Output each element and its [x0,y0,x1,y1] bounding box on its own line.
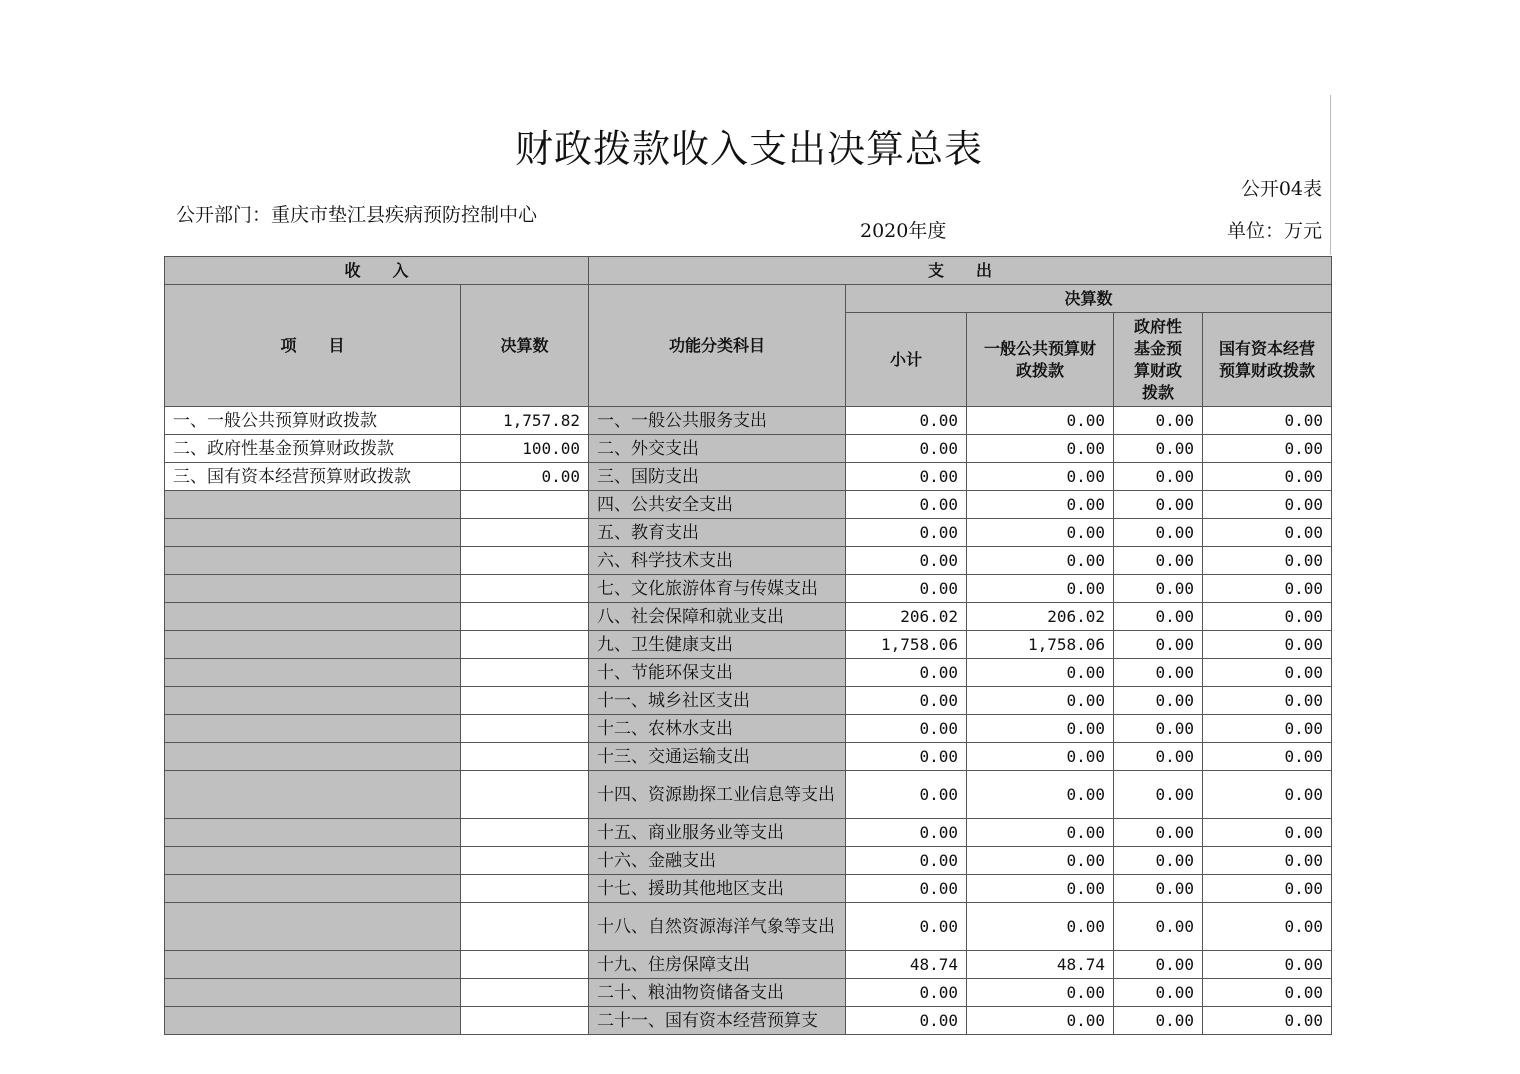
fund-budget-cell: 0.00 [1114,463,1203,491]
general-budget-cell: 0.00 [967,847,1114,875]
general-budget-cell: 0.00 [967,519,1114,547]
expense-item-cell: 二、外交支出 [589,435,846,463]
general-budget-cell: 0.00 [967,979,1114,1007]
table-row [165,951,1332,979]
state-capital-cell: 0.00 [1203,771,1332,819]
income-amount-cell [461,631,589,659]
subtotal-cell: 0.00 [846,819,967,847]
expense-item-cell: 二十、粮油物资储备支出 [589,979,846,1007]
fund-budget-cell: 0.00 [1114,743,1203,771]
income-item-cell [165,743,461,771]
state-capital-cell: 0.00 [1203,1007,1332,1035]
general-budget-cell: 0.00 [967,547,1114,575]
fund-budget-cell: 0.00 [1114,687,1203,715]
fund-budget-cell: 0.00 [1114,771,1203,819]
expense-item-cell: 三、国防支出 [589,463,846,491]
fund-budget-cell: 0.00 [1114,407,1203,435]
income-amount-cell [461,687,589,715]
income-amount-cell [461,603,589,631]
income-amount-cell [461,1007,589,1035]
general-budget-cell: 0.00 [967,575,1114,603]
income-amount-cell: 1,757.82 [461,407,589,435]
expense-item-cell: 八、社会保障和就业支出 [589,603,846,631]
general-budget-cell: 0.00 [967,743,1114,771]
income-amount-cell [461,575,589,603]
table-row [165,407,1332,435]
state-capital-cell: 0.00 [1203,659,1332,687]
function-header: 功能分类科目 [589,285,846,407]
expense-item-cell: 二十一、国有资本经营预算支 [589,1007,846,1035]
fund-budget-cell: 0.00 [1114,435,1203,463]
amount-group-header: 决算数 [846,285,1332,313]
fund-budget-cell: 0.00 [1114,875,1203,903]
state-capital-cell: 0.00 [1203,463,1332,491]
income-item-cell [165,491,461,519]
expense-item-cell: 一、一般公共服务支出 [589,407,846,435]
fund-budget-cell: 0.00 [1114,903,1203,951]
general-budget-cell: 0.00 [967,875,1114,903]
table-row [165,743,1332,771]
income-item-cell: 三、国有资本经营预算财政拨款 [165,463,461,491]
expense-item-cell: 十五、商业服务业等支出 [589,819,846,847]
state-capital-cell: 0.00 [1203,875,1332,903]
table-row [165,715,1332,743]
state-capital-cell: 0.00 [1203,547,1332,575]
table-row [165,631,1332,659]
state-capital-cell: 0.00 [1203,491,1332,519]
subtotal-cell: 0.00 [846,979,967,1007]
income-item-cell [165,519,461,547]
expense-header: 支 出 [589,257,1332,285]
expense-item-cell: 六、科学技术支出 [589,547,846,575]
general-budget-cell: 1,758.06 [967,631,1114,659]
general-budget-cell: 0.00 [967,435,1114,463]
income-item-cell [165,547,461,575]
item-header: 项 目 [165,285,461,407]
table-row [165,687,1332,715]
income-item-cell [165,771,461,819]
table-row [165,875,1332,903]
subtotal-cell: 48.74 [846,951,967,979]
general-budget-cell: 0.00 [967,819,1114,847]
fund-budget-cell: 0.00 [1114,979,1203,1007]
state-capital-cell: 0.00 [1203,715,1332,743]
table-number: 公开04表 [1240,178,1322,200]
expense-item-cell: 九、卫生健康支出 [589,631,846,659]
income-item-cell [165,875,461,903]
income-item-cell [165,603,461,631]
income-amount-cell [461,491,589,519]
income-amount-cell [461,819,589,847]
finance-table [164,256,1332,1035]
general-budget-header: 一般公共预算财政拨款 [967,313,1114,407]
state-capital-cell: 0.00 [1203,603,1332,631]
subtotal-cell: 0.00 [846,715,967,743]
general-budget-cell: 0.00 [967,491,1114,519]
state-capital-cell: 0.00 [1203,903,1332,951]
table-row [165,547,1332,575]
page-title: 财政拨款收入支出决算总表 [514,127,983,171]
general-budget-cell: 0.00 [967,1007,1114,1035]
general-budget-cell: 0.00 [967,463,1114,491]
general-budget-cell: 0.00 [967,659,1114,687]
table-row [165,903,1332,951]
subtotal-cell: 0.00 [846,771,967,819]
expense-item-cell: 十三、交通运输支出 [589,743,846,771]
fund-budget-cell: 0.00 [1114,715,1203,743]
state-capital-cell: 0.00 [1203,847,1332,875]
department-label: 公开部门：重庆市垫江县疾病预防控制中心 [176,204,538,226]
state-capital-cell: 0.00 [1203,575,1332,603]
income-amount-cell [461,519,589,547]
expense-item-cell: 四、公共安全支出 [589,491,846,519]
table-row [165,435,1332,463]
state-capital-cell: 0.00 [1203,687,1332,715]
income-item-cell [165,631,461,659]
subtotal-cell: 206.02 [846,603,967,631]
subtotal-cell: 0.00 [846,491,967,519]
general-budget-cell: 0.00 [967,771,1114,819]
fund-budget-cell: 0.00 [1114,547,1203,575]
expense-item-cell: 七、文化旅游体育与传媒支出 [589,575,846,603]
income-item-cell [165,1007,461,1035]
table-row [165,603,1332,631]
subtotal-cell: 0.00 [846,743,967,771]
income-amount-cell: 0.00 [461,463,589,491]
general-budget-cell: 0.00 [967,687,1114,715]
expense-item-cell: 十、节能环保支出 [589,659,846,687]
table-row [165,771,1332,819]
table-row [165,463,1332,491]
table-row [165,819,1332,847]
fund-budget-cell: 0.00 [1114,847,1203,875]
table-row [165,659,1332,687]
expense-item-cell: 十二、农林水支出 [589,715,846,743]
general-budget-cell: 48.74 [967,951,1114,979]
income-item-cell [165,659,461,687]
table-row [165,979,1332,1007]
table-row [165,847,1332,875]
income-item-cell [165,575,461,603]
income-item-cell [165,847,461,875]
income-item-cell [165,819,461,847]
subtotal-cell: 0.00 [846,463,967,491]
expense-item-cell: 十四、资源勘探工业信息等支出 [589,771,846,819]
amount-header: 决算数 [461,285,589,407]
subtotal-cell: 0.00 [846,575,967,603]
fund-budget-cell: 0.00 [1114,491,1203,519]
income-amount-cell [461,951,589,979]
income-item-cell [165,951,461,979]
unit-label: 单位：万元 [1226,220,1322,242]
income-item-cell [165,903,461,951]
fund-budget-cell: 0.00 [1114,1007,1203,1035]
income-amount-cell: 100.00 [461,435,589,463]
state-capital-cell: 0.00 [1203,435,1332,463]
income-amount-cell [461,659,589,687]
table-row [165,519,1332,547]
table-row [165,575,1332,603]
subtotal-cell: 0.00 [846,1007,967,1035]
general-budget-cell: 0.00 [967,407,1114,435]
income-amount-cell [461,979,589,1007]
expense-item-cell: 十一、城乡社区支出 [589,687,846,715]
subtotal-cell: 0.00 [846,547,967,575]
income-amount-cell [461,875,589,903]
income-header: 收 入 [165,257,589,285]
state-capital-cell: 0.00 [1203,407,1332,435]
expense-item-cell: 十九、住房保障支出 [589,951,846,979]
subtotal-cell: 0.00 [846,519,967,547]
fund-budget-cell: 0.00 [1114,575,1203,603]
subtotal-cell: 0.00 [846,407,967,435]
income-item-cell [165,687,461,715]
income-item-cell: 二、政府性基金预算财政拨款 [165,435,461,463]
subtotal-cell: 0.00 [846,847,967,875]
expense-item-cell: 十七、援助其他地区支出 [589,875,846,903]
subtotal-header: 小计 [846,313,967,407]
income-amount-cell [461,847,589,875]
expense-item-cell: 十八、自然资源海洋气象等支出 [589,903,846,951]
fund-budget-cell: 0.00 [1114,951,1203,979]
income-amount-cell [461,903,589,951]
fiscal-year: 2020年度 [860,220,947,242]
subtotal-cell: 0.00 [846,659,967,687]
general-budget-cell: 206.02 [967,603,1114,631]
subtotal-cell: 0.00 [846,875,967,903]
state-capital-cell: 0.00 [1203,631,1332,659]
income-item-cell [165,979,461,1007]
general-budget-cell: 0.00 [967,903,1114,951]
income-item-cell [165,715,461,743]
state-capital-cell: 0.00 [1203,951,1332,979]
subtotal-cell: 1,758.06 [846,631,967,659]
table-row [165,1007,1332,1035]
income-amount-cell [461,771,589,819]
table-row [165,491,1332,519]
fund-budget-cell: 0.00 [1114,631,1203,659]
subtotal-cell: 0.00 [846,435,967,463]
state-capital-cell: 0.00 [1203,743,1332,771]
subtotal-cell: 0.00 [846,903,967,951]
state-capital-header: 国有资本经营预算财政拨款 [1203,313,1332,407]
expense-item-cell: 十六、金融支出 [589,847,846,875]
subtotal-cell: 0.00 [846,687,967,715]
fund-budget-cell: 0.00 [1114,603,1203,631]
state-capital-cell: 0.00 [1203,979,1332,1007]
state-capital-cell: 0.00 [1203,819,1332,847]
income-amount-cell [461,715,589,743]
general-budget-cell: 0.00 [967,715,1114,743]
fund-budget-cell: 0.00 [1114,819,1203,847]
income-item-cell: 一、一般公共预算财政拨款 [165,407,461,435]
fund-budget-header: 政府性基金预算财政拨款 [1114,313,1203,407]
income-amount-cell [461,743,589,771]
fund-budget-cell: 0.00 [1114,519,1203,547]
income-amount-cell [461,547,589,575]
fund-budget-cell: 0.00 [1114,659,1203,687]
expense-item-cell: 五、教育支出 [589,519,846,547]
state-capital-cell: 0.00 [1203,519,1332,547]
